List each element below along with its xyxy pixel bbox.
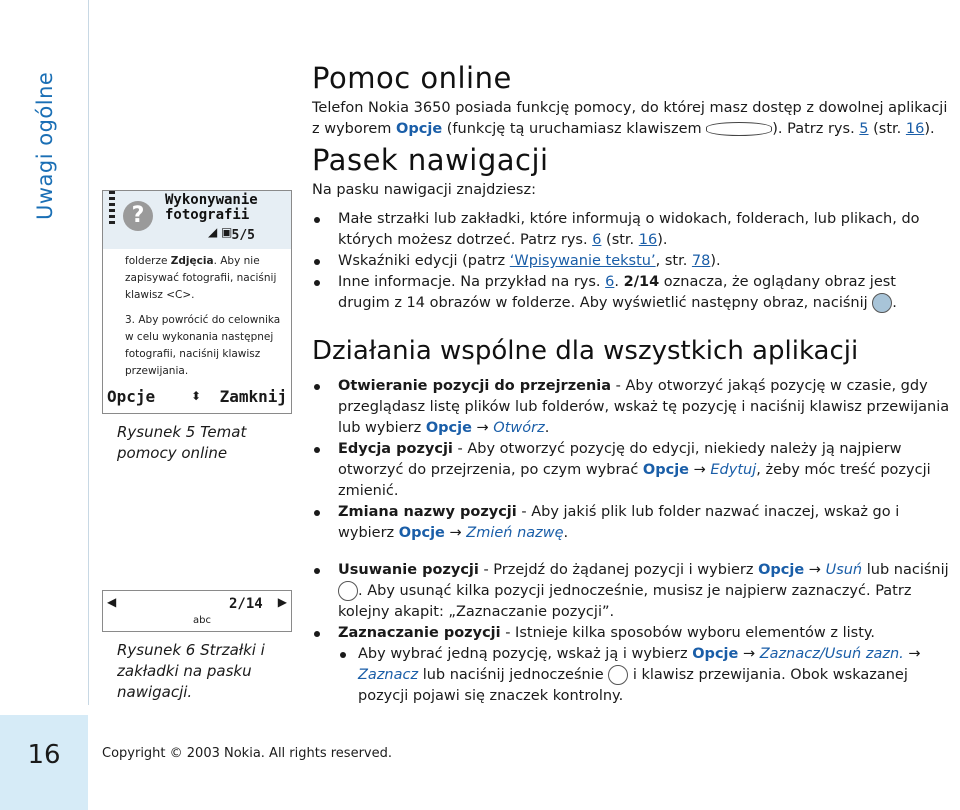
clear-key-icon <box>338 581 358 601</box>
menu-key-icon <box>706 122 772 136</box>
text: (str. <box>601 232 639 248</box>
softkey-close[interactable]: Zamknij <box>219 387 287 406</box>
help-text: Telefon Nokia 3650 posiada funkcję pomocy, do której masz dostęp z dowolnej aplikacji <box>312 100 948 116</box>
right-arrow-icon: ▶ <box>277 595 287 609</box>
figure-link[interactable]: 6 <box>605 274 615 290</box>
text: i klawisz przewijania. Obok wskazanej pozycji pojawi się znaczek kontrolny. <box>358 667 908 704</box>
item-heading: Zaznaczanie pozycji <box>338 625 501 641</box>
figure6-caption: Rysunek 6 Strzałki i zakładki na pasku nawigacji. <box>117 641 265 701</box>
menu-item: Zaznacz <box>358 667 419 683</box>
menu-item: Zmień nazwę <box>466 525 564 541</box>
menu-item: Usuń <box>825 562 863 578</box>
help-text: ). Patrz rys. <box>772 121 860 137</box>
figure5-phone-screen <box>102 190 292 414</box>
nav-intro: Na pasku nawigacji znajdziesz: <box>312 182 536 198</box>
arrow: → <box>804 562 826 578</box>
text: ). <box>657 232 668 248</box>
arrow: → <box>444 525 467 541</box>
text: - Aby otworzyć jakąś pozycję w czasie, gdy przeglądasz listę plików lub folderów, wskaż tę pozycję i naciśnij klawisz przewijania lub wybierz <box>338 378 950 436</box>
common-actions-list <box>312 376 952 707</box>
list-item <box>312 623 952 707</box>
arrow: → <box>471 420 494 436</box>
phone-text-bold: Zdjęcia <box>170 255 214 267</box>
text: Aby wybrać jedną pozycję, wskaż ją i wybierz <box>358 646 693 662</box>
tab-icons: ◢ ▣ <box>208 225 233 239</box>
text: - Aby jakiś plik lub folder nazwać inaczej, wskaż go i wybierz <box>338 504 900 541</box>
options-keyword: Opcje <box>692 646 739 662</box>
item-heading: Edycja pozycji <box>338 441 453 457</box>
text: Wskaźniki edycji (patrz <box>338 253 510 269</box>
phone-softkeys <box>103 387 291 411</box>
list-item <box>312 251 952 272</box>
left-arrow-icon: ◀ <box>107 595 117 609</box>
text: ). <box>710 253 721 269</box>
help-text: z wyborem <box>312 121 397 137</box>
list-item <box>312 502 952 544</box>
page-link[interactable]: 16 <box>905 121 925 137</box>
figure5-caption: Rysunek 5 Temat pomocy online <box>117 423 247 462</box>
edit-key-icon <box>608 665 628 685</box>
options-keyword: Opcje <box>425 420 472 436</box>
list-item <box>312 272 952 314</box>
item-heading: Zmiana nazwy pozycji <box>338 504 517 520</box>
list-item <box>312 560 952 623</box>
arrow: → <box>689 462 711 478</box>
menu-item: Edytuj <box>710 462 757 478</box>
options-keyword: Opcje <box>396 121 443 137</box>
options-keyword: Opcje <box>642 462 690 478</box>
list-item <box>312 376 952 439</box>
options-keyword: Opcje <box>398 525 445 541</box>
nav-title: Pasek nawigacji <box>312 143 549 177</box>
text: . <box>544 420 550 436</box>
help-text: (str. <box>868 121 906 137</box>
text: . <box>892 295 897 311</box>
menu-item: Zaznacz/Usuń zazn. <box>759 646 904 662</box>
sub-list <box>338 644 952 707</box>
text: lub naciśnij <box>862 562 949 578</box>
text: , str. <box>655 253 692 269</box>
scroll-arrows-icon: ⬍ <box>191 389 202 403</box>
side-tab <box>0 0 88 740</box>
text: oznacza, że oglądany obraz jest drugim z 14 obrazów w folderze. Aby wyświetlić następny obraz, naciśnij <box>338 274 896 311</box>
help-title: Pomoc online <box>312 61 512 95</box>
text: Małe strzałki lub zakładki, które informują o widokach, folderach, lub plikach, do których możesz dotrzeć. Patrz rys. <box>338 211 920 248</box>
page-link[interactable]: 16 <box>638 232 658 248</box>
main-content <box>312 58 952 707</box>
phone-text-2: . Aby nie zapisywać fotografii, naciśnij klawisz <C>. <box>125 255 277 301</box>
text: . <box>614 274 624 290</box>
list-item <box>312 439 952 502</box>
item-heading: Usuwanie pozycji <box>338 562 479 578</box>
phone-text-1: folderze <box>125 255 171 267</box>
signal-bars-icon <box>109 191 115 227</box>
text: - Istnieje kilka sposobów wyboru elementów z listy. <box>500 625 876 641</box>
edit-indicator: abc <box>193 615 211 626</box>
text: - Przejdź do żądanej pozycji i wybierz <box>478 562 759 578</box>
common-actions-title: Działania wspólne dla wszystkich aplikacji <box>312 336 859 366</box>
text: . <box>563 525 569 541</box>
navi-counter: 2/14 <box>229 596 263 612</box>
nav-list <box>312 209 952 314</box>
figure6-navi-pane <box>102 590 292 632</box>
options-keyword: Opcje <box>758 562 805 578</box>
phone-help-text <box>125 253 285 380</box>
sub-list-item <box>338 644 952 707</box>
list-item <box>312 209 952 251</box>
help-paragraph <box>312 98 952 140</box>
phone-text-3: 3. Aby powrócić do celownika w celu wykonania następnej fotografii, naciśnij klawisz przewijania. <box>125 314 281 377</box>
help-text: (funkcję tą uruchamiasz klawiszem <box>442 121 707 137</box>
menu-item: Otwórz <box>493 420 545 436</box>
arrow: → <box>903 646 921 662</box>
text: - Aby otworzyć pozycję do edycji, niekiedy należy ją najpierw otworzyć do przejrzenia, po czym wybrać <box>338 441 902 478</box>
phone-title: Wykonywanie fotografii <box>165 192 258 223</box>
page-number: 16 <box>27 740 61 770</box>
page-link[interactable]: 78 <box>691 253 711 269</box>
phone-header <box>103 191 291 249</box>
text: , żeby móc treść pozycji zmienić. <box>338 462 931 499</box>
joystick-icon <box>872 293 892 313</box>
item-heading: Otwieranie pozycji do przejrzenia <box>338 378 612 394</box>
arrow: → <box>738 646 760 662</box>
help-icon: ? <box>123 201 153 231</box>
help-text: ). <box>924 121 935 137</box>
copyright: Copyright © 2003 Nokia. All rights reserved. <box>102 746 392 761</box>
text: . Aby usunąć kilka pozycji jednocześnie, musisz je najpierw zaznaczyć. Patrz kolejny akapit: „Zaznaczanie pozycji”. <box>338 583 912 620</box>
softkey-options[interactable]: Opcje <box>107 387 156 406</box>
figure-link[interactable]: 6 <box>592 232 602 248</box>
counter-example: 2/14 <box>623 274 660 290</box>
figure-link[interactable]: 5 <box>859 121 869 137</box>
text: lub naciśnij jednocześnie <box>418 667 609 683</box>
text: Inne informacje. Na przykład na rys. <box>338 274 606 290</box>
section-link[interactable]: ‘Wpisywanie tekstu’ <box>509 253 656 269</box>
vertical-divider <box>88 0 89 705</box>
chapter-title: Uwagi ogólne <box>33 71 57 220</box>
phone-counter: 5/5 <box>231 228 255 243</box>
